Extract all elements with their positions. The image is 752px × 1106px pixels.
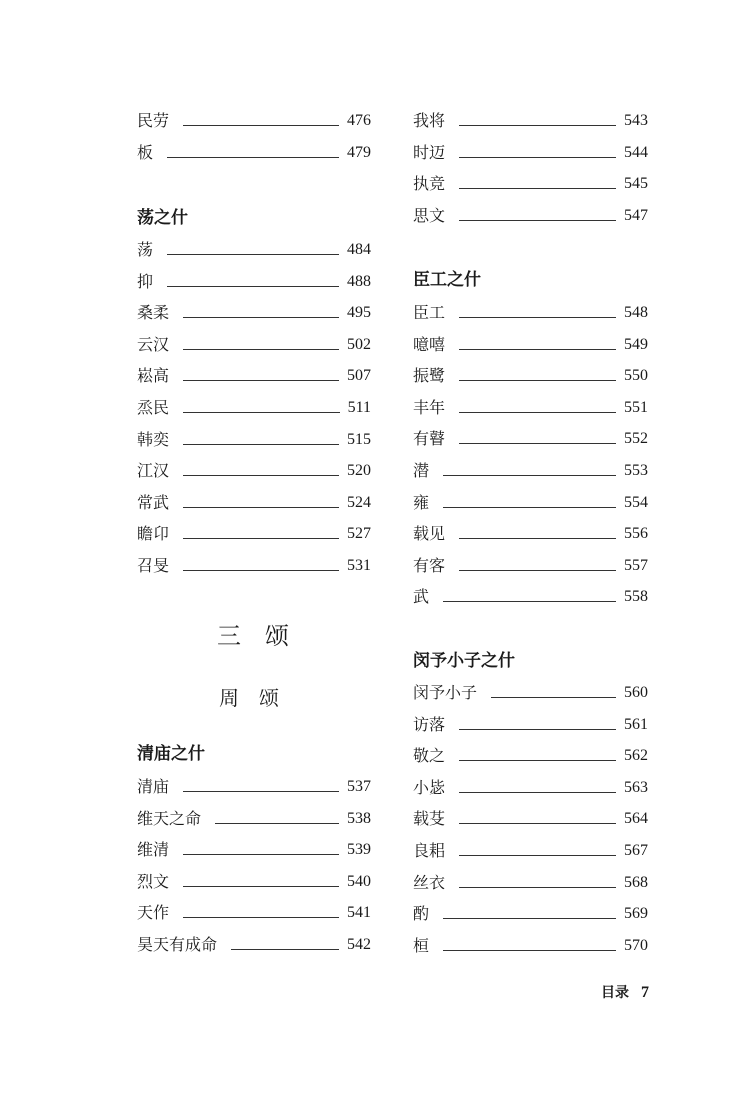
entry-page-number: 547 bbox=[624, 206, 648, 224]
entry-title: 板 bbox=[137, 142, 154, 162]
entry-page-number: 488 bbox=[347, 272, 371, 290]
toc-entry bbox=[413, 138, 648, 162]
section-heading: 臣工之什 bbox=[413, 270, 481, 290]
entry-page-number: 484 bbox=[347, 241, 371, 258]
entry-page-number: 524 bbox=[347, 493, 371, 511]
leader-line bbox=[183, 507, 339, 508]
entry-page-number: 520 bbox=[347, 462, 371, 480]
entry-title: 载见 bbox=[413, 524, 446, 544]
entry-title: 思文 bbox=[413, 205, 446, 225]
entry-title: 臣工 bbox=[413, 303, 446, 322]
toc-entry bbox=[413, 456, 648, 480]
entry-page-number: 542 bbox=[347, 936, 371, 953]
entry-title: 时迈 bbox=[413, 142, 446, 162]
leader-line bbox=[459, 317, 616, 318]
entry-title: 韩奕 bbox=[137, 429, 170, 449]
toc-entry bbox=[137, 898, 371, 922]
leader-line bbox=[183, 886, 339, 887]
toc-entry bbox=[137, 267, 371, 291]
toc-entry bbox=[137, 138, 371, 162]
entry-page-number: 564 bbox=[624, 810, 648, 828]
entry-page-number: 560 bbox=[624, 684, 648, 701]
leader-line bbox=[459, 220, 616, 221]
entry-title: 雍 bbox=[413, 492, 430, 512]
toc-entry bbox=[413, 298, 648, 322]
entry-title: 清庙 bbox=[137, 777, 170, 796]
leader-line bbox=[183, 917, 339, 918]
section-heading: 闵予小子之什 bbox=[413, 651, 515, 671]
entry-title: 烝民 bbox=[137, 398, 170, 417]
entry-page-number: 479 bbox=[347, 143, 371, 161]
leader-line bbox=[183, 412, 340, 413]
leader-line bbox=[459, 729, 616, 730]
toc-entry bbox=[137, 330, 371, 354]
entry-title: 有客 bbox=[413, 555, 446, 575]
entry-page-number: 543 bbox=[624, 112, 648, 129]
toc-entry bbox=[413, 393, 648, 417]
leader-line bbox=[167, 286, 339, 287]
footer-label: 目录 bbox=[601, 985, 629, 1001]
leader-line bbox=[459, 188, 616, 189]
leader-line bbox=[183, 349, 339, 350]
entry-title: 云汉 bbox=[137, 334, 170, 354]
entry-page-number: 563 bbox=[624, 778, 648, 796]
entry-title: 小毖 bbox=[413, 777, 446, 797]
entry-title: 敬之 bbox=[413, 746, 446, 766]
entry-title: 丰年 bbox=[413, 397, 446, 417]
page-footer bbox=[601, 982, 649, 1002]
leader-line bbox=[443, 601, 616, 602]
entry-page-number: 554 bbox=[624, 493, 648, 511]
leader-line bbox=[167, 157, 339, 158]
footer-page-number: 7 bbox=[641, 984, 649, 1001]
leader-line bbox=[459, 349, 616, 350]
entry-page-number: 551 bbox=[624, 398, 648, 416]
entry-page-number: 544 bbox=[624, 143, 648, 161]
entry-page-number: 537 bbox=[347, 778, 371, 795]
entry-title: 维天之命 bbox=[137, 808, 202, 828]
entry-title: 振鹭 bbox=[413, 366, 446, 386]
entry-title: 天作 bbox=[137, 903, 170, 923]
toc-entry bbox=[413, 551, 648, 575]
entry-page-number: 569 bbox=[624, 905, 648, 923]
leader-line bbox=[183, 444, 339, 445]
entry-page-number: 558 bbox=[624, 588, 648, 606]
entry-page-number: 507 bbox=[347, 367, 371, 385]
leader-line bbox=[183, 791, 339, 792]
entry-page-number: 476 bbox=[347, 112, 371, 129]
entry-page-number: 527 bbox=[347, 525, 371, 543]
toc-entry bbox=[413, 899, 648, 923]
toc-entry bbox=[413, 330, 648, 354]
leader-line bbox=[459, 855, 616, 856]
entry-title: 丝衣 bbox=[413, 872, 446, 892]
toc-entry bbox=[413, 804, 648, 828]
entry-title: 闵予小子 bbox=[413, 683, 478, 702]
toc-entry bbox=[137, 551, 371, 575]
entry-title: 桑柔 bbox=[137, 303, 170, 323]
toc-entry bbox=[137, 298, 371, 322]
toc-entry bbox=[137, 235, 371, 259]
leader-line bbox=[183, 125, 339, 126]
entry-title: 我将 bbox=[413, 111, 446, 130]
toc-entry bbox=[413, 201, 648, 225]
toc-entry bbox=[137, 361, 371, 385]
toc-entry bbox=[137, 867, 371, 891]
toc-entry bbox=[413, 488, 648, 512]
toc-entry bbox=[413, 678, 648, 702]
toc-entry bbox=[137, 456, 371, 480]
entry-page-number: 531 bbox=[347, 557, 371, 574]
toc-entry bbox=[413, 169, 648, 193]
entry-title: 良耜 bbox=[413, 841, 446, 860]
leader-line bbox=[459, 538, 616, 539]
leader-line bbox=[459, 412, 616, 413]
section-heading: 荡之什 bbox=[137, 208, 188, 228]
entry-title: 抑 bbox=[137, 271, 154, 291]
leader-line bbox=[459, 125, 616, 126]
entry-title: 常武 bbox=[137, 492, 170, 512]
leader-line bbox=[183, 570, 339, 571]
entry-title: 载芟 bbox=[413, 809, 446, 829]
entry-page-number: 567 bbox=[624, 842, 648, 859]
entry-page-number: 545 bbox=[624, 175, 648, 193]
entry-title: 烈文 bbox=[137, 871, 170, 891]
toc-entry bbox=[413, 868, 648, 892]
toc-entry bbox=[413, 582, 648, 606]
entry-page-number: 541 bbox=[347, 904, 371, 922]
leader-line bbox=[443, 507, 616, 508]
leader-line bbox=[231, 949, 339, 950]
toc-entry bbox=[413, 710, 648, 734]
toc-entry bbox=[137, 488, 371, 512]
entry-page-number: 568 bbox=[624, 873, 648, 891]
leader-line bbox=[443, 918, 616, 919]
leader-line bbox=[459, 823, 616, 824]
sub-heading: 周 颂 bbox=[219, 686, 279, 710]
toc-entry bbox=[413, 519, 648, 543]
entry-title: 访落 bbox=[413, 714, 446, 734]
toc-entry bbox=[137, 930, 371, 954]
entry-page-number: 562 bbox=[624, 747, 648, 765]
entry-title: 瞻卬 bbox=[137, 524, 170, 544]
entry-page-number: 550 bbox=[624, 367, 648, 385]
entry-page-number: 539 bbox=[347, 841, 371, 859]
leader-line bbox=[443, 475, 616, 476]
toc-entry bbox=[413, 424, 648, 448]
entry-page-number: 502 bbox=[347, 335, 371, 353]
entry-page-number: 570 bbox=[624, 936, 648, 954]
entry-page-number: 495 bbox=[347, 304, 371, 322]
entry-title: 酌 bbox=[413, 904, 430, 924]
leader-line bbox=[215, 823, 339, 824]
part-heading: 三 颂 bbox=[217, 622, 289, 650]
leader-line bbox=[183, 317, 339, 318]
entry-title: 江汉 bbox=[137, 461, 170, 481]
leader-line bbox=[459, 792, 616, 793]
toc-entry bbox=[137, 425, 371, 449]
entry-page-number: 538 bbox=[347, 809, 371, 827]
leader-line bbox=[459, 380, 616, 381]
toc-entry bbox=[137, 835, 371, 859]
leader-line bbox=[459, 760, 616, 761]
leader-line bbox=[459, 570, 616, 571]
entry-page-number: 553 bbox=[624, 462, 648, 479]
entry-page-number: 540 bbox=[347, 872, 371, 890]
toc-entry bbox=[413, 773, 648, 797]
toc-entry bbox=[137, 772, 371, 796]
section-heading: 清庙之什 bbox=[137, 744, 205, 764]
leader-line bbox=[459, 443, 616, 444]
leader-line bbox=[183, 854, 339, 855]
entry-title: 潜 bbox=[413, 461, 430, 480]
entry-title: 有瞽 bbox=[413, 429, 446, 449]
entry-page-number: 549 bbox=[624, 335, 648, 353]
toc-entry bbox=[137, 519, 371, 543]
leader-line bbox=[459, 157, 616, 158]
entry-page-number: 515 bbox=[347, 430, 371, 448]
leader-line bbox=[183, 475, 339, 476]
toc-entry bbox=[413, 741, 648, 765]
entry-page-number: 548 bbox=[624, 304, 648, 321]
entry-page-number: 511 bbox=[347, 399, 371, 416]
leader-line bbox=[183, 380, 339, 381]
entry-title: 武 bbox=[413, 587, 430, 607]
toc-entry bbox=[137, 804, 371, 828]
leader-line bbox=[443, 950, 616, 951]
toc-entry bbox=[137, 106, 371, 130]
entry-page-number: 556 bbox=[624, 525, 648, 543]
leader-line bbox=[183, 538, 339, 539]
entry-title: 崧高 bbox=[137, 366, 170, 386]
toc-entry bbox=[413, 106, 648, 130]
entry-title: 召旻 bbox=[137, 556, 170, 575]
entry-title: 桓 bbox=[413, 935, 430, 955]
leader-line bbox=[167, 254, 339, 255]
entry-title: 执竞 bbox=[413, 174, 446, 194]
toc-entry bbox=[413, 836, 648, 860]
entry-page-number: 552 bbox=[624, 430, 648, 448]
entry-title: 昊天有成命 bbox=[137, 935, 218, 954]
entry-page-number: 561 bbox=[624, 715, 648, 733]
entry-title: 维清 bbox=[137, 840, 170, 860]
toc-entry bbox=[137, 393, 371, 417]
leader-line bbox=[491, 697, 616, 698]
entry-title: 噫嘻 bbox=[413, 334, 446, 354]
entry-title: 荡 bbox=[137, 240, 154, 259]
toc-entry bbox=[413, 361, 648, 385]
leader-line bbox=[459, 887, 616, 888]
entry-title: 民劳 bbox=[137, 111, 170, 130]
toc-entry bbox=[413, 931, 648, 955]
entry-page-number: 557 bbox=[624, 556, 648, 574]
